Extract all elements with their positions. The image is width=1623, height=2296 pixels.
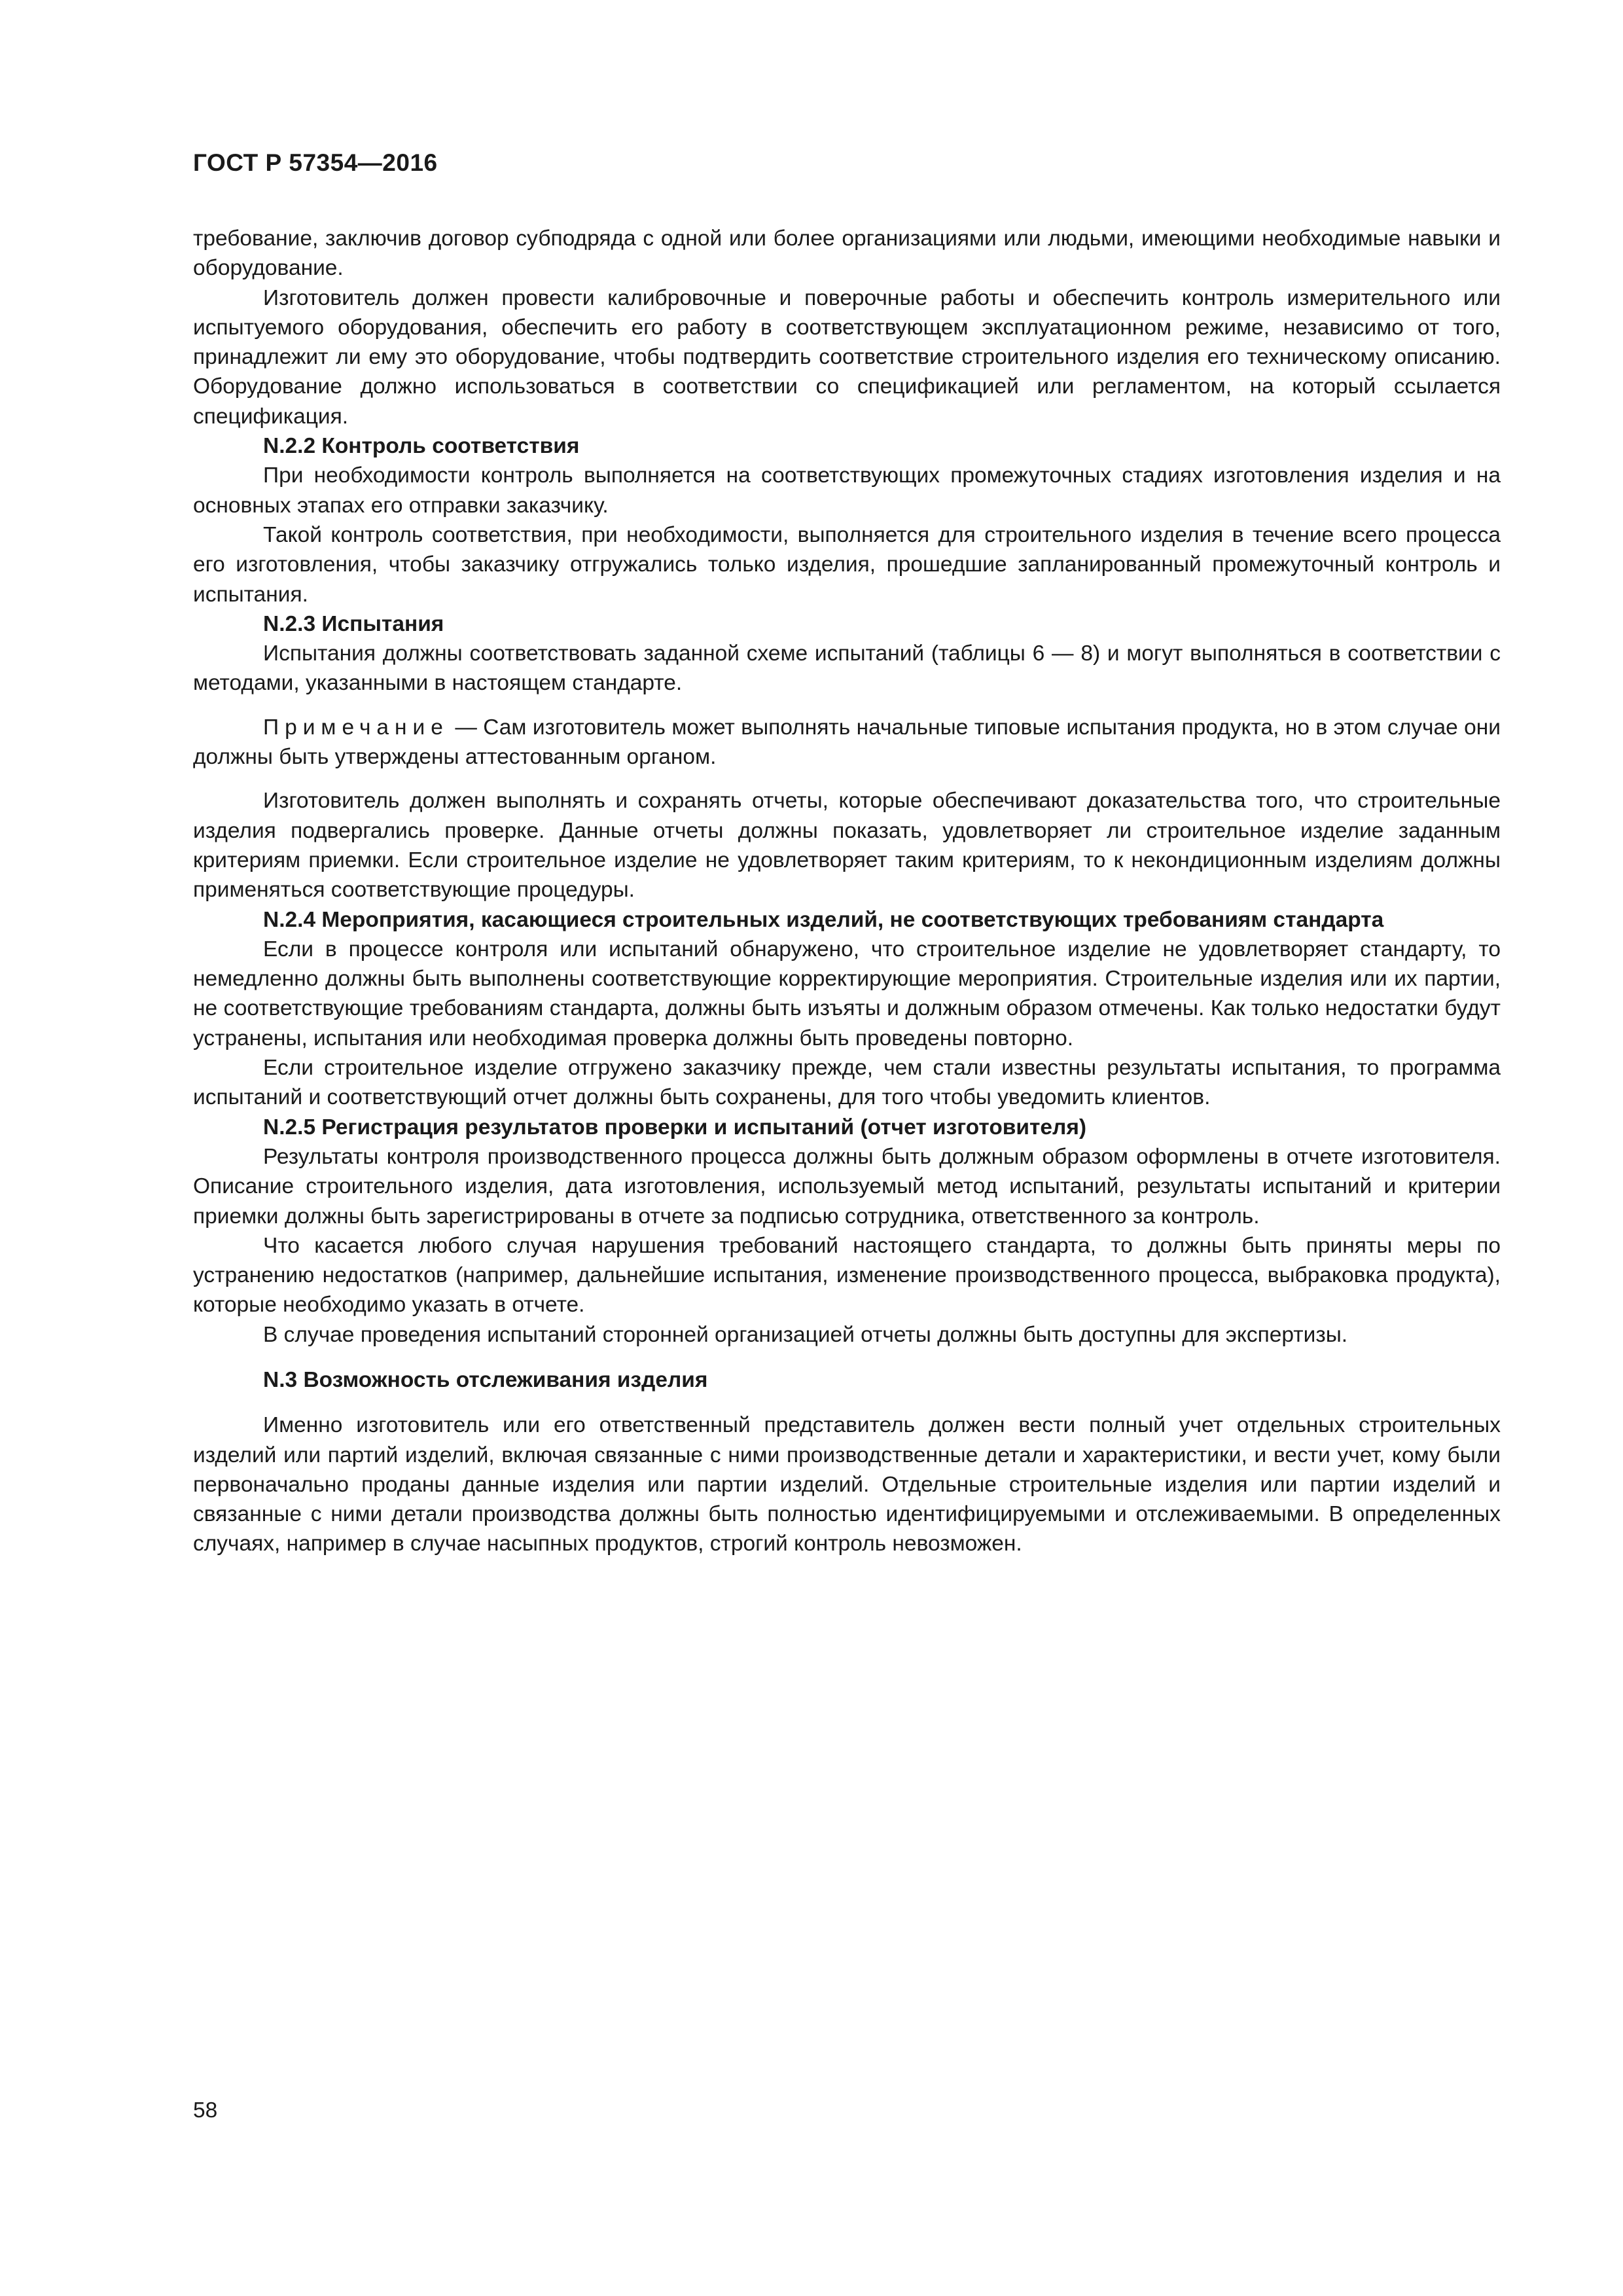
note <box>193 713 1501 772</box>
paragraph: Результаты контроля производственного процесса должны быть должным образом оформлены в отчете изготовителя. Описание строительного изделия, дата изготовления, используемый метод испытаний, результаты испытаний и критерии приемки должны быть зарегистрированы в отчете за подписью сотрудника, ответственного за контроль. <box>193 1144 1501 1229</box>
subsection-heading: N.2.2 Контроль соответствия <box>263 434 580 459</box>
document-body <box>193 224 1501 1559</box>
page-number: 58 <box>193 2098 218 2123</box>
note-label: Примечание <box>263 715 449 740</box>
note-text: — Сам изготовитель может выполнять начальные типовые испытания продукта, но в этом случае они должны быть утверждены аттестованным органом. <box>193 715 1501 770</box>
paragraph: Если строительное изделие отгружено заказчику прежде, чем стали известны результаты испытания, то программа испытаний и соответствующий отчет должны быть сохранены, для того чтобы уведомить клиентов. <box>193 1056 1501 1110</box>
paragraph: При необходимости контроль выполняется на соответствующих промежуточных стадиях изготовления изделия и на основных этапах его отправки заказчику. <box>193 463 1501 518</box>
paragraph: требование, заключив договор субподряда с одной или более организациями или людьми, имеющими необходимые навыки и оборудование. <box>193 226 1501 281</box>
subsection-heading: N.2.3 Испытания <box>263 611 444 636</box>
paragraph: Такой контроль соответствия, при необходимости, выполняется для строительного изделия в течение всего процесса его изготовления, чтобы заказчику отгружались только изделия, прошедшие запланированный промежуточный контроль и испытания. <box>193 522 1501 607</box>
paragraph: Что касается любого случая нарушения требований настоящего стандарта, то должны быть приняты меры по устранению недостатков (например, дальнейшие испытания, изменение производственного процесса, выбраковка продукта), которые необходимо указать в отчете. <box>193 1233 1501 1318</box>
subsection-heading: N.2.4 Мероприятия, касающиеся строительных изделий, не соответствующих требованиям стандарта <box>263 907 1384 932</box>
section-heading: N.3 Возможность отслеживания изделия <box>263 1367 708 1392</box>
document-header: ГОСТ Р 57354—2016 <box>193 149 438 176</box>
paragraph: Изготовитель должен выполнять и сохранять отчеты, которые обеспечивают доказательства того, что строительные изделия подвергались проверке. Данные отчеты должны показать, удовлетворяет ли строительное изделие заданным критериям приемки. Если строительное изделие не удовлетворяет таким критериям, то к некондиционным изделиям должны применяться соответствующие процедуры. <box>193 789 1501 903</box>
paragraph: Изготовитель должен провести калибровочные и поверочные работы и обеспечить контроль измерительного или испытуемого оборудования, обеспечить его работу в соответствующем эксплуатационном режиме, независимо от того, принадлежит ли ему это оборудование, чтобы подтвердить соответствие строительного изделия его техническому описанию. Оборудование должно использоваться в соответствии со спецификацией или регламентом, на который ссылается спецификация. <box>193 285 1501 429</box>
paragraph: Испытания должны соответствовать заданной схеме испытаний (таблицы 6 — 8) и могут выполняться в соответствии с методами, указанными в настоящем стандарте. <box>193 641 1501 696</box>
paragraph: Именно изготовитель или его ответственный представитель должен вести полный учет отдельных строительных изделий или партий изделий, включая связанные с ними производственные детали и характеристики, и вести учет, кому были первоначально проданы данные изделия или партии изделий. Отдельные строительные изделия или партии изделий и связанные с ними детали производства должны быть полностью идентифицируемыми и отслеживаемыми. В определенных случаях, например в случае насыпных продуктов, строгий контроль невозможен. <box>193 1413 1501 1556</box>
paragraph: Если в процессе контроля или испытаний обнаружено, что строительное изделие не удовлетворяет стандарту, то немедленно должны быть выполнены соответствующие корректирующие мероприятия. Строительные изделия или их партии, не соответствующие требованиям стандарта, должны быть изъяты и должным образом отмечены. Как только недостатки будут устранены, испытания или необходимая проверка должны быть проведены повторно. <box>193 937 1501 1050</box>
subsection-heading: N.2.5 Регистрация результатов проверки и испытаний (отчет изготовителя) <box>263 1115 1087 1139</box>
paragraph: В случае проведения испытаний сторонней организацией отчеты должны быть доступны для экспертизы. <box>263 1322 1348 1347</box>
